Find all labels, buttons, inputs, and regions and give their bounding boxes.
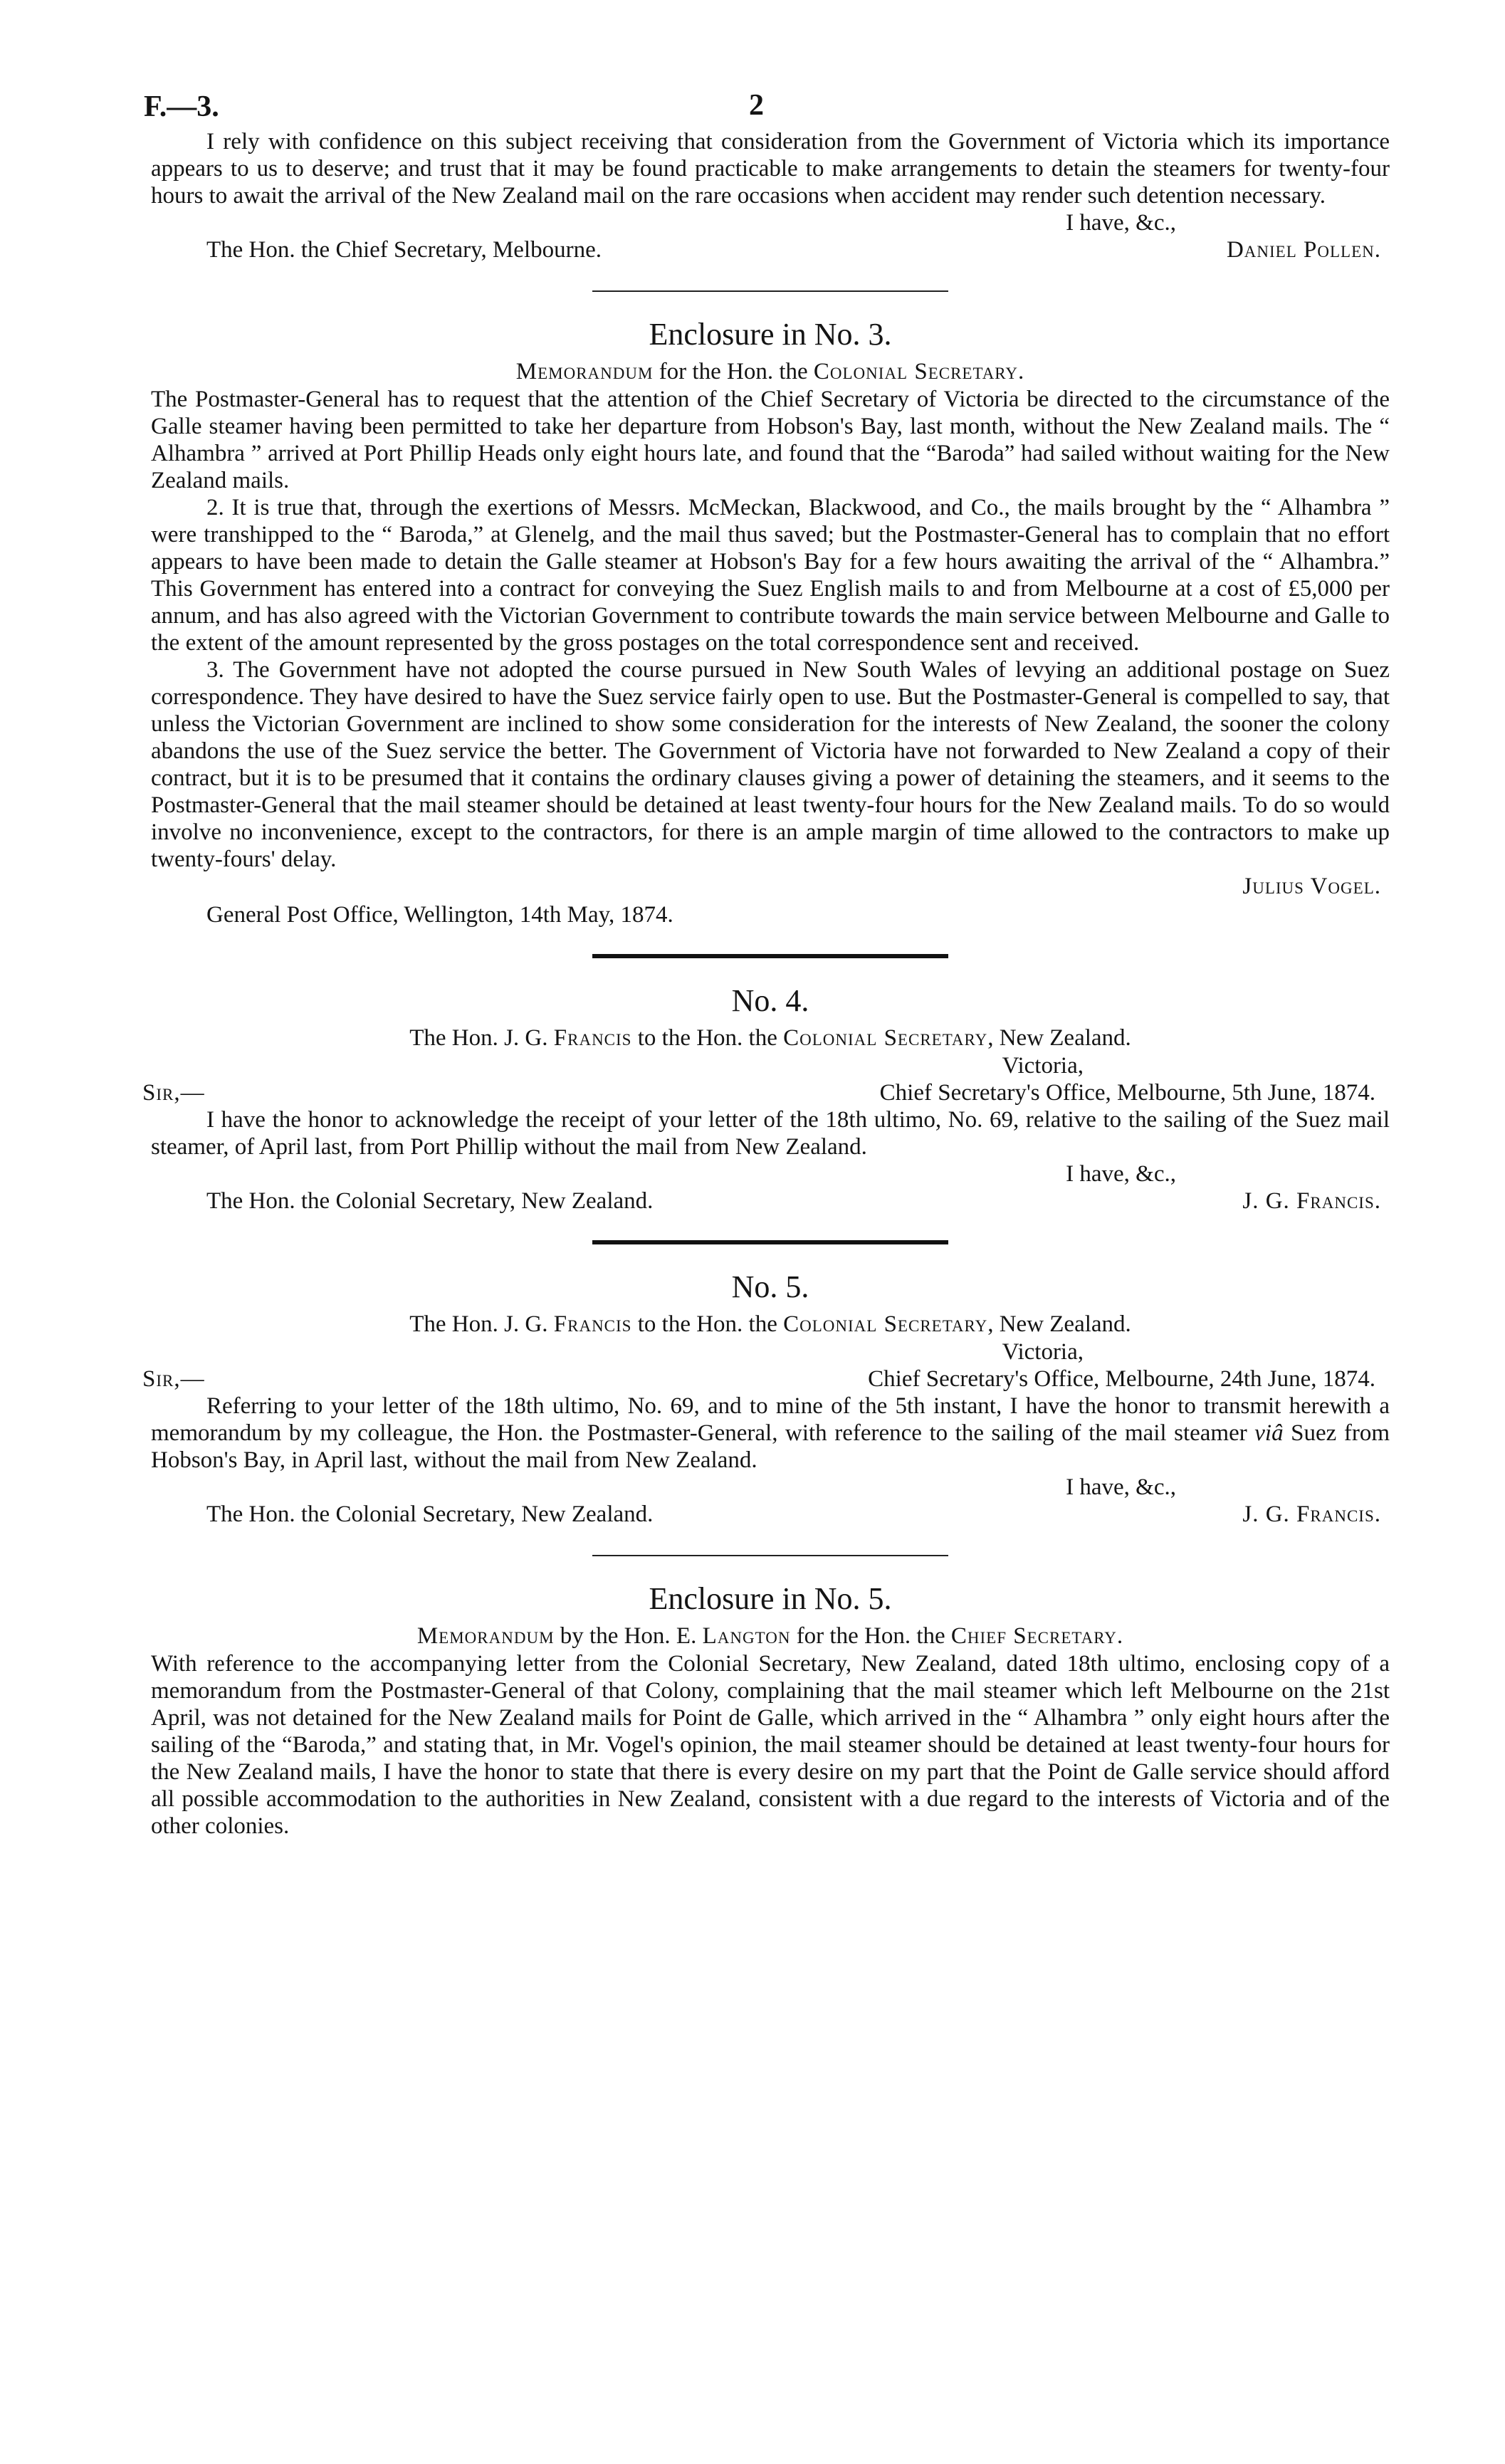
salutation-row — [142, 1365, 1390, 1393]
addressee: The Hon. the Colonial Secretary, New Zealand. — [206, 1501, 654, 1527]
section-divider — [592, 1555, 948, 1556]
salutation: Sir,— — [142, 1080, 205, 1106]
heading-part: Colonial Secretary — [783, 1311, 988, 1337]
section-subtitle — [151, 1622, 1390, 1650]
signature: J. G. Francis. — [1242, 1501, 1381, 1527]
heading-part: Francis — [553, 1311, 632, 1337]
subtitle-part: for the Hon. the — [653, 359, 814, 384]
body-italic-part: viâ — [1254, 1420, 1284, 1446]
memo-paragraph: 3. The Government have not adopted the course pursued in New South Wales of levying an additional postage on Suez correspondence. They have desired to have the Suez service fairly open to use. But the Postmaster-General is compelled to say, that unless the Victorian Government are inclined to show some consideration for the interests of New Zealand, the sooner the colony abandons the use of the Suez service the better. The Government of Victoria have not forwarded to New Zealand a copy of their contract, but it is to be presumed that it contains the ordinary clauses giving a power of detaining the steamers, and it seems to the Postmaster-General that the mail steamer should be detained at least twenty-four hours for the New Zealand mails. To do so would involve no inconvenience, except to the contractors, for there is an ample margin of time allowed to the contractors to make up twenty-fours' delay. — [151, 657, 1390, 872]
memo-paragraph: The Postmaster-General has to request that the attention of the Chief Secretary of Victoria be directed to the circumstance of the Galle steamer having been permitted to take her departure from Hobson's Bay, last month, without the New Zealand mails. The “ Alhambra ” arrived at Port Phillip Heads only eight hours late, and found that the “Baroda” had sailed without waiting for the New Zealand mails. — [151, 387, 1390, 493]
salutation-row — [142, 1079, 1390, 1106]
section-divider — [592, 954, 948, 958]
letter-heading — [151, 1024, 1390, 1052]
letter-closing: I have, &c., — [1066, 1161, 1176, 1187]
subtitle-part: Chief Secretary. — [950, 1623, 1124, 1649]
letter-closing: I have, &c., — [1066, 1474, 1176, 1500]
place-date: General Post Office, Wellington, 14th May, 1874. — [206, 902, 673, 928]
signature: Julius Vogel. — [1242, 874, 1381, 899]
section-title: No. 5. — [731, 1269, 809, 1304]
place-date-row — [151, 901, 1390, 930]
section-divider — [592, 290, 948, 292]
heading-part: to the Hon. the — [631, 1311, 784, 1337]
subtitle-part: Memorandum — [515, 359, 654, 384]
section-title: No. 4. — [731, 983, 809, 1018]
subtitle-part: Langton — [702, 1623, 791, 1649]
section-title: Enclosure in No. 3. — [649, 317, 892, 352]
memo-paragraph: With reference to the accompanying letter from the Colonial Secretary, New Zealand, dated 18th ultimo, enclosing copy of a memorandum from the Postmaster-General of that Colony, complaining that the mail steamer which left Melbourne on the 21st April, was not detained for the New Zealand mails for Point de Galle, which arrived in the “ Alhambra ” only eight hours after the sailing of the “Baroda,” and stating that, in Mr. Vogel's opinion, the mail steamer should be detained at least twenty-four hours for the New Zealand mails, I have the honor to state that there is every desire on my part that the Point de Galle service should afford all possible accommodation to the authorities in New Zealand, consistent with a due regard to the interests of Victoria and of the other colonies. — [151, 1651, 1390, 1839]
body-part: Suez from Hobson's Bay, in April last, without the mail from New Zealand. — [151, 1420, 1390, 1473]
heading-part: The Hon. J. G. — [409, 1311, 554, 1337]
letter-paragraph — [151, 1393, 1390, 1474]
letter-closing: I have, &c., — [1066, 210, 1176, 236]
addressee: The Hon. the Colonial Secretary, New Zealand. — [206, 1188, 654, 1214]
signature-row — [151, 236, 1390, 265]
sender-address-line: Victoria, — [1002, 1053, 1084, 1079]
section-divider — [592, 1240, 948, 1244]
heading-part: The Hon. J. G. — [409, 1025, 554, 1051]
page-header — [144, 78, 1390, 123]
page-number: 2 — [749, 89, 764, 122]
heading-part: to the Hon. the — [631, 1025, 784, 1051]
signature: J. G. Francis. — [1242, 1188, 1381, 1214]
heading-part: Colonial Secretary — [783, 1025, 988, 1051]
heading-part: , New Zealand. — [987, 1311, 1131, 1337]
section-title: Enclosure in No. 5. — [649, 1581, 892, 1616]
sender-address-line: Victoria, — [1002, 1339, 1084, 1365]
document-reference: F.—3. — [144, 90, 219, 123]
signature-row — [151, 1188, 1390, 1216]
subtitle-part: Memorandum — [416, 1623, 555, 1649]
signature: Daniel Pollen. — [1226, 237, 1381, 263]
sender-address-line: Chief Secretary's Office, Melbourne, 5th June, 1874. — [879, 1080, 1375, 1106]
heading-part: Francis — [553, 1025, 632, 1051]
letter-paragraph: I have the honor to acknowledge the receipt of your letter of the 18th ultimo, No. 69, relative to the sailing of the Suez mail steamer, of April last, from Port Phillip without the mail from New Zealand. — [151, 1107, 1390, 1160]
subtitle-part: Colonial Secretary. — [813, 359, 1025, 384]
addressee: The Hon. the Chief Secretary, Melbourne. — [206, 237, 602, 263]
document-page — [142, 78, 1390, 1840]
signature-row — [151, 873, 1390, 901]
section-subtitle — [151, 357, 1390, 386]
signature-row — [151, 1501, 1390, 1529]
subtitle-part: for the Hon. the — [790, 1623, 951, 1649]
sender-address-line: Chief Secretary's Office, Melbourne, 24th June, 1874. — [868, 1366, 1375, 1392]
body-part: Referring to your letter of the 18th ultimo, No. 69, and to mine of the 5th instant, I have the honor to transmit herewith a memorandum by my colleague, the Hon. the Postmaster-General, with reference to the sailing of the mail steamer — [151, 1393, 1390, 1446]
heading-part: , New Zealand. — [987, 1025, 1131, 1051]
subtitle-part: by the Hon. E. — [554, 1623, 703, 1649]
letter-paragraph: I rely with confidence on this subject receiving that consideration from the Government of Victoria which its importance appears to us to deserve; and trust that it may be found practicable to make arrangements to detain the steamers for twenty-four hours to await the arrival of the New Zealand mail on the rare occasions when accident may render such detention necessary. — [151, 129, 1390, 209]
letter-heading — [151, 1310, 1390, 1338]
salutation: Sir,— — [142, 1366, 205, 1392]
memo-paragraph: 2. It is true that, through the exertions of Messrs. McMeckan, Blackwood, and Co., the mails brought by the “ Alhambra ” were transhipped to the “ Baroda,” at Glenelg, and the mail thus saved; but the Postmaster-General has to complain that no effort appears to have been made to detain the Galle steamer at Hobson's Bay for a few hours awaiting the arrival of the “ Alhambra.” This Government has entered into a contract for conveying the Suez English mails to and from Melbourne at a cost of £5,000 per annum, and has also agreed with the Victorian Government to contribute towards the main service between Melbourne and Galle to the extent of the amount represented by the gross postages on the total correspondence sent and received. — [151, 495, 1390, 656]
